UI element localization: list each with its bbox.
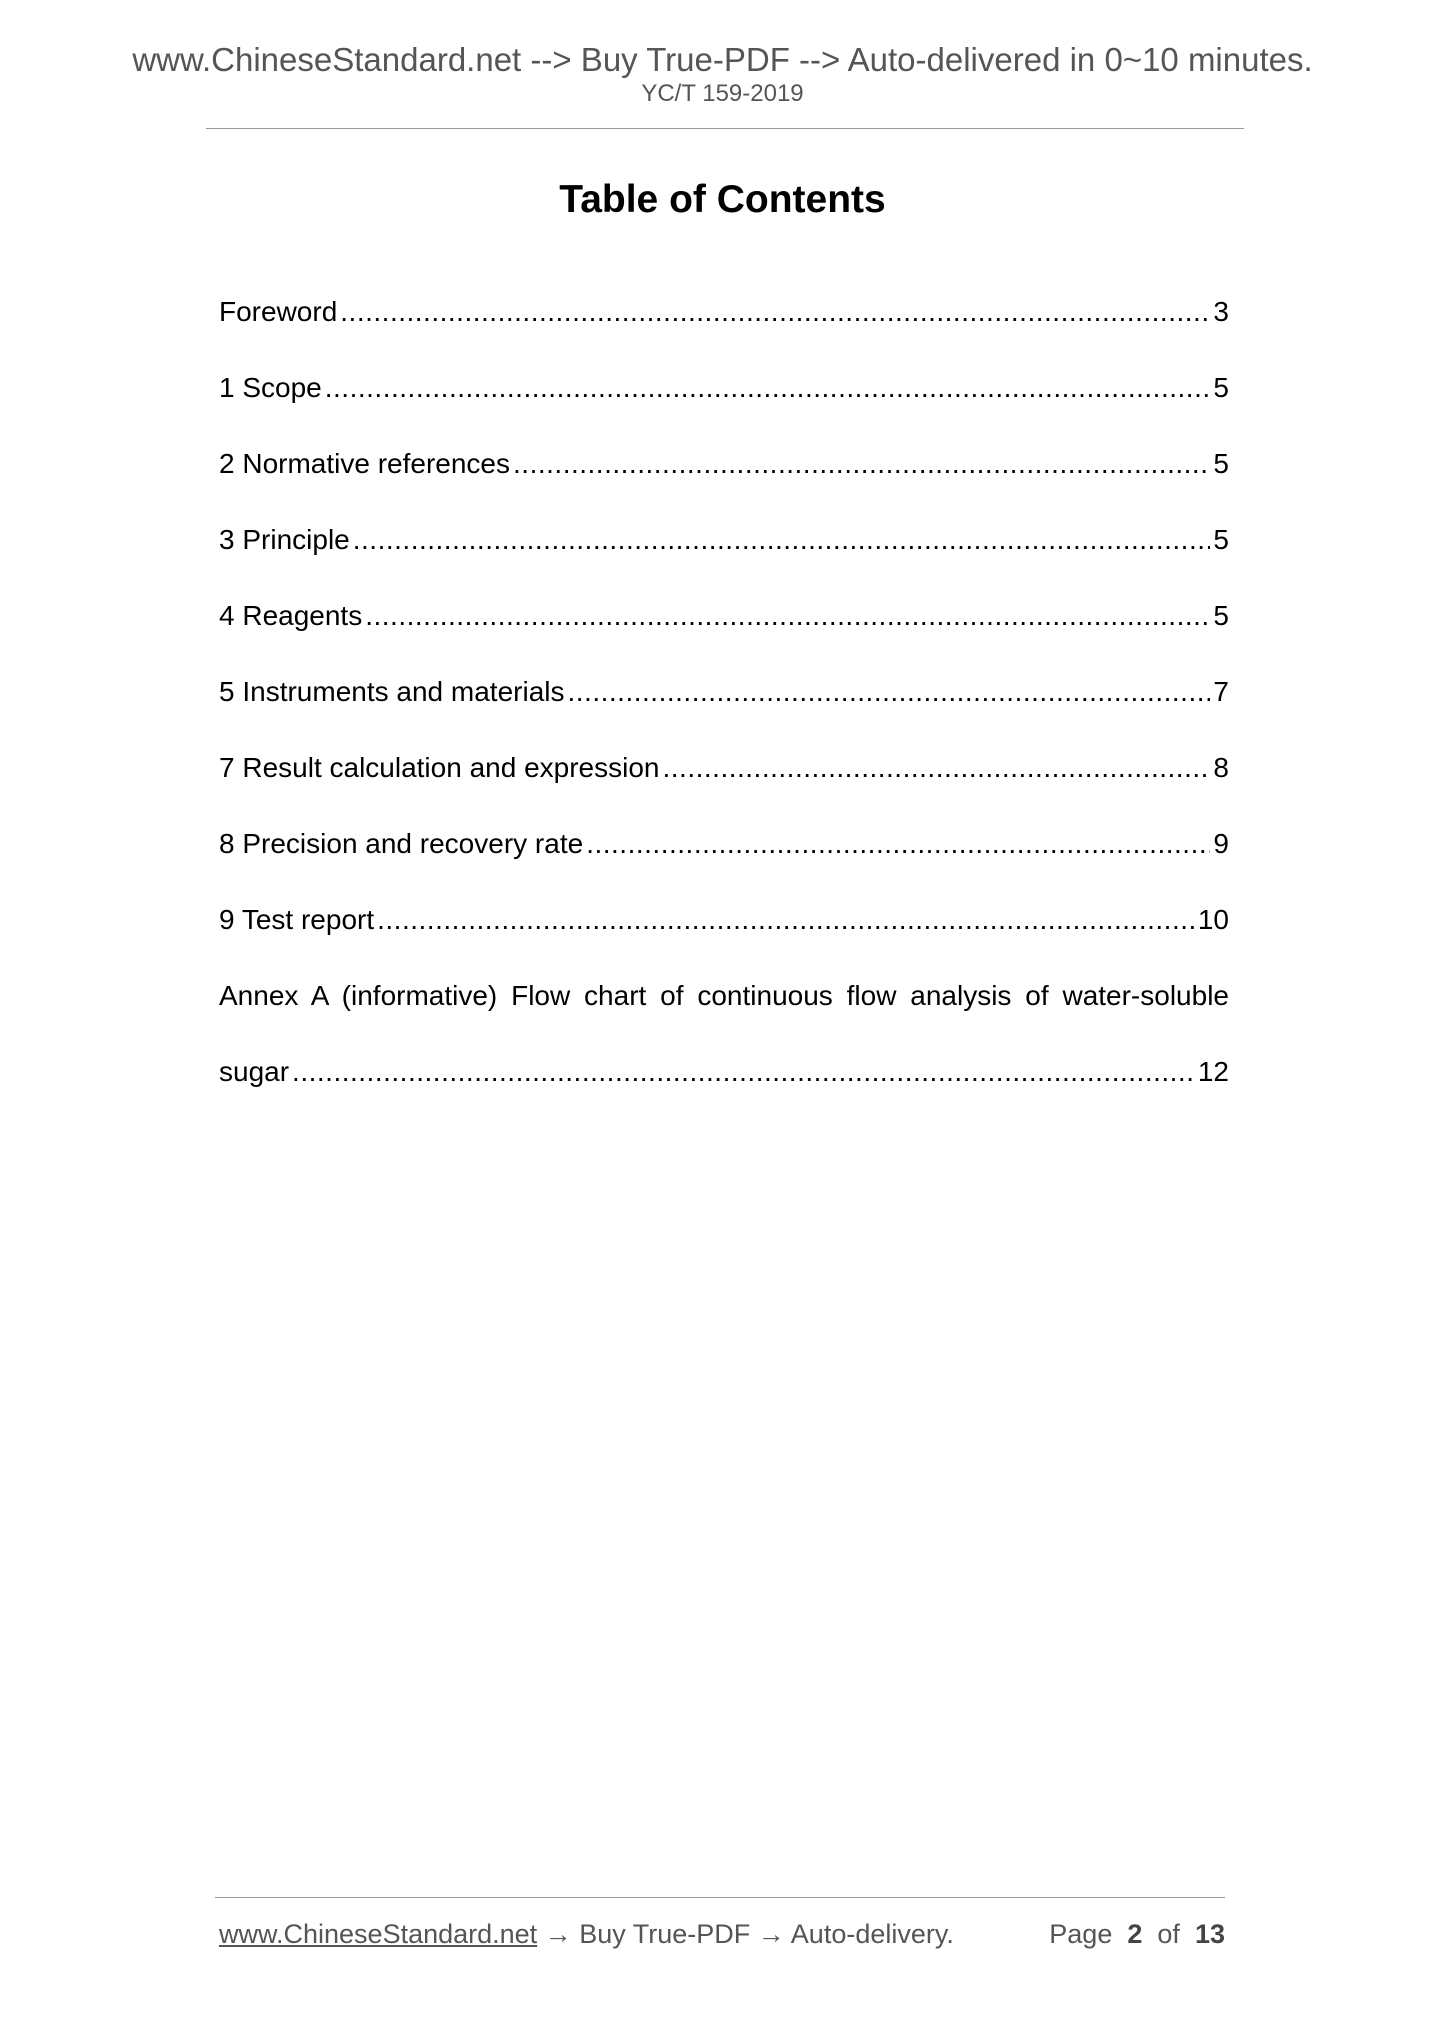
document-code: YC/T 159-2019 <box>641 80 804 107</box>
toc-leader-dots <box>513 442 1210 486</box>
current-page: 2 <box>1127 1919 1143 1949</box>
toc-entry-label: 3 Principle <box>219 524 350 555</box>
toc-entry-page: 10 <box>1197 904 1229 935</box>
arrow-right-icon: → <box>544 1919 572 1949</box>
footer-promo <box>219 1916 954 1952</box>
toc-entry-page: 7 <box>1213 676 1229 707</box>
header-divider <box>206 128 1244 129</box>
toc-entry-result-calculation[interactable] <box>219 746 1229 822</box>
toc-leader-dots <box>340 290 1210 334</box>
toc-entry-page: 12 <box>1197 1056 1229 1087</box>
toc-entry-label: 8 Precision and recovery rate <box>219 828 584 859</box>
toc-entry-label: 5 Instruments and materials <box>219 676 565 707</box>
toc-entry-label: 2 Normative references <box>219 448 511 479</box>
toc-entry-page: 3 <box>1213 296 1229 327</box>
footer-site-link[interactable]: www.ChineseStandard.net <box>219 1919 538 1949</box>
toc-entry-page: 5 <box>1213 600 1229 631</box>
toc-entry-label: sugar <box>219 1056 290 1087</box>
page-number <box>1049 1916 1225 1952</box>
toc-leader-dots <box>325 366 1211 410</box>
toc-entry-normative-references[interactable] <box>219 442 1229 518</box>
header-banner: www.ChineseStandard.net --> Buy True-PDF --> Auto-delivered in 0~10 minutes. <box>132 41 1313 78</box>
toc-entry-page: 5 <box>1213 448 1229 479</box>
toc-leader-dots <box>568 670 1211 714</box>
toc-title: Table of Contents <box>559 178 886 221</box>
toc-entry-reagents[interactable] <box>219 594 1229 670</box>
toc-leader-dots <box>353 518 1211 562</box>
toc-entry-annex-a[interactable]: Annex A (informative) Flow chart of continuous flow analysis of water-soluble <box>219 980 1229 1011</box>
toc-entry-precision[interactable] <box>219 822 1229 898</box>
toc-entry-annex-a-continued[interactable] <box>219 1050 1229 1126</box>
arrow-right-icon: → <box>757 1919 785 1949</box>
toc-entry-scope[interactable] <box>219 366 1229 442</box>
toc-entry-label: 9 Test report <box>219 904 375 935</box>
footer-buy-text: Buy True-PDF <box>579 1919 751 1949</box>
toc-leader-dots <box>365 594 1210 638</box>
toc-entry-page: 5 <box>1213 524 1229 555</box>
total-pages: 13 <box>1194 1919 1225 1949</box>
toc-entry-page: 9 <box>1213 828 1229 859</box>
toc-entry-principle[interactable] <box>219 518 1229 594</box>
toc-entry-instruments[interactable] <box>219 670 1229 746</box>
page-word: Page <box>1049 1919 1113 1949</box>
footer-delivery-text: Auto-delivery. <box>790 1919 954 1949</box>
toc-entry-foreword[interactable] <box>219 290 1229 366</box>
toc-leader-dots <box>586 822 1210 866</box>
toc-entry-page: 8 <box>1213 752 1229 783</box>
toc-entry-label: 7 Result calculation and expression <box>219 752 660 783</box>
toc-entry-label: 4 Reagents <box>219 600 363 631</box>
toc-entry-page: 5 <box>1213 372 1229 403</box>
footer-divider <box>215 1897 1225 1898</box>
toc-leader-dots <box>377 898 1195 942</box>
table-of-contents <box>219 290 1229 1126</box>
of-word: of <box>1157 1919 1180 1949</box>
toc-entry-label: 1 Scope <box>219 372 322 403</box>
toc-entry-label: Foreword <box>219 296 338 327</box>
toc-leader-dots <box>662 746 1210 790</box>
toc-entry-test-report[interactable] <box>219 898 1229 974</box>
toc-leader-dots <box>292 1050 1195 1094</box>
